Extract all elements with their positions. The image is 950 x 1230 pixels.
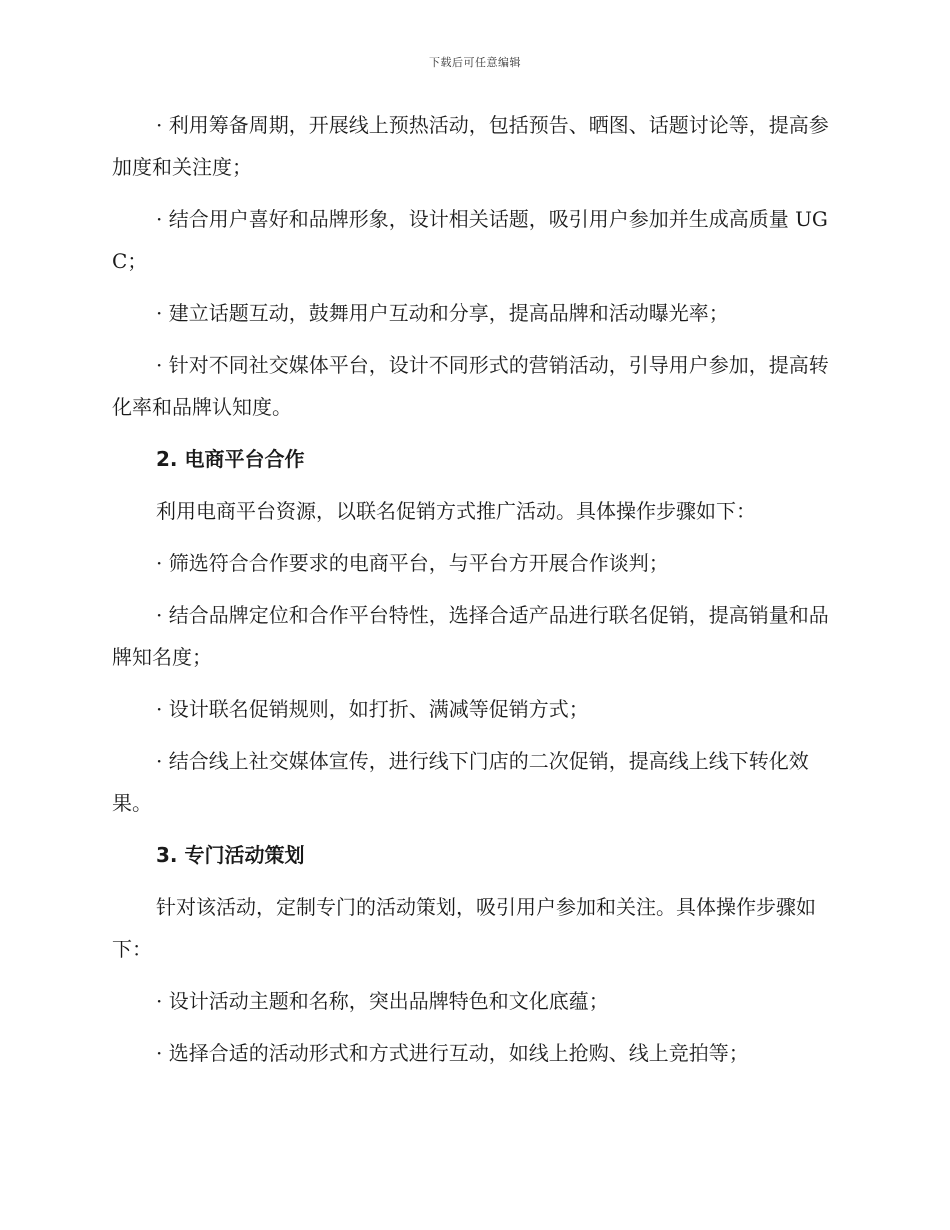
intro-paragraph: 针对该活动，定制专门的活动策划，吸引用户参加和关注。具体操作步骤如下： <box>112 895 816 961</box>
bullet-paragraph: · 筛选符合合作要求的电商平台，与平台方开展合作谈判； <box>156 551 669 575</box>
page-header: 下载后可任意编辑 <box>429 56 521 69</box>
section-heading: 2. 电商平台合作 <box>156 447 305 471</box>
bullet-paragraph: · 选择合适的活动形式和方式进行互动，如线上抢购、线上竞拍等； <box>156 1041 749 1065</box>
section-heading: 3. 专门活动策划 <box>156 843 305 867</box>
bullet-paragraph: · 设计活动主题和名称，突出品牌特色和文化底蕴； <box>156 989 609 1013</box>
bullet-paragraph: · 针对不同社交媒体平台，设计不同形式的营销活动，引导用户参加，提高转化率和品牌认知度。 <box>112 353 829 419</box>
bullet-paragraph: · 设计联名促销规则，如打折、满减等促销方式； <box>156 697 589 721</box>
document-body <box>112 104 832 1074</box>
bullet-paragraph: · 结合线上社交媒体宣传，进行线下门店的二次促销，提高线上线下转化效果。 <box>112 749 809 815</box>
bullet-paragraph: · 利用筹备周期，开展线上预热活动，包括预告、晒图、话题讨论等，提高参加度和关注度； <box>112 113 829 179</box>
bullet-paragraph: · 结合品牌定位和合作平台特性，选择合适产品进行联名促销，提高销量和品牌知名度； <box>112 603 829 669</box>
intro-paragraph: 利用电商平台资源，以联名促销方式推广活动。具体操作步骤如下： <box>156 499 756 523</box>
bullet-paragraph: · 结合用户喜好和品牌形象，设计相关话题，吸引用户参加并生成高质量 UGC； <box>112 207 828 273</box>
bullet-paragraph: · 建立话题互动，鼓舞用户互动和分享，提高品牌和活动曝光率； <box>156 301 729 325</box>
